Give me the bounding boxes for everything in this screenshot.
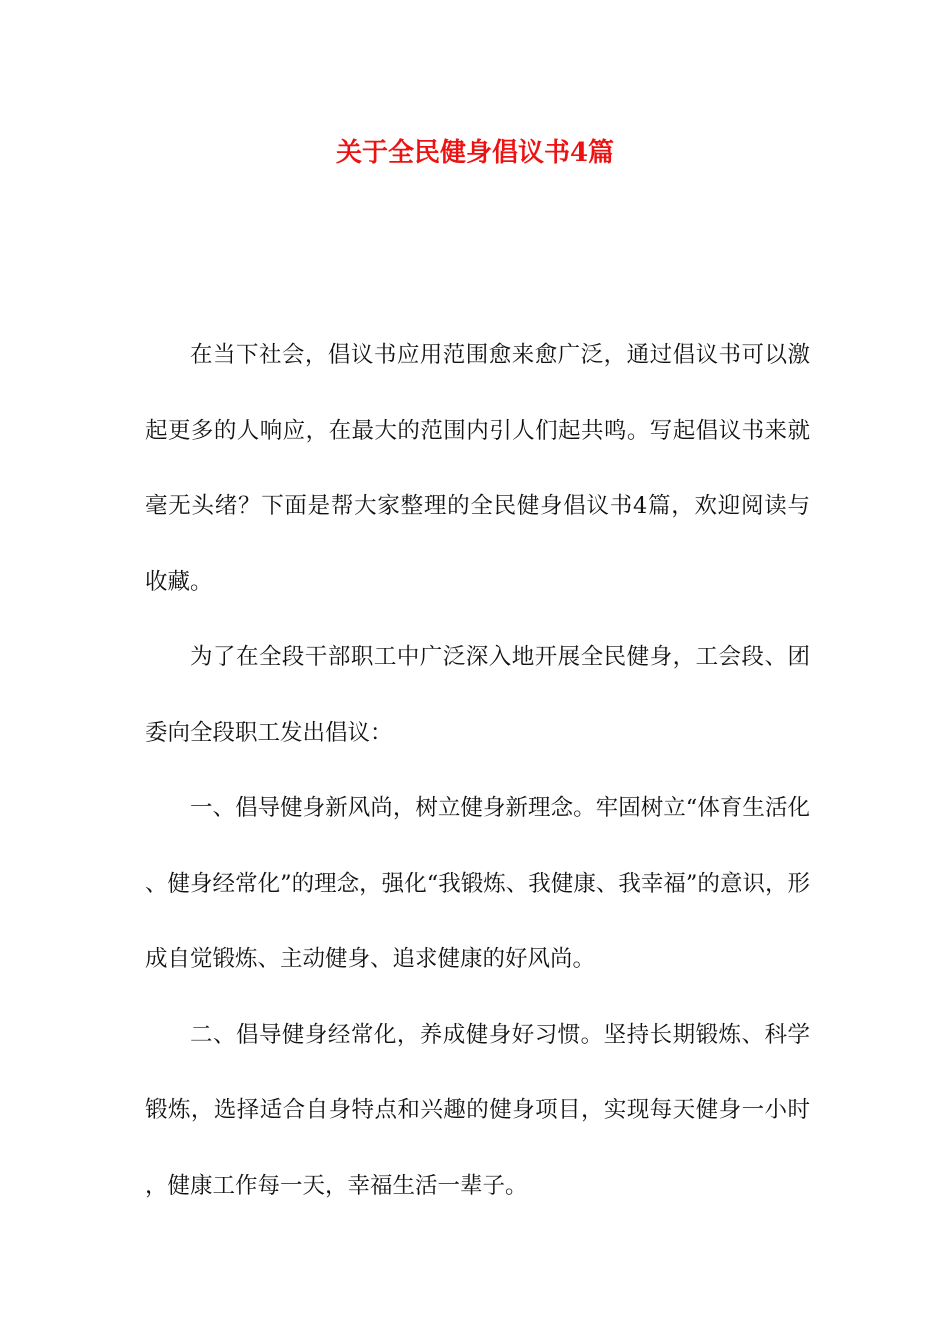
paragraph-intro: 在当下社会，倡议书应用范围愈来愈广泛，通过倡议书可以激起更多的人响应，在最大的范围内引人们起共鸣。写起倡议书来就毫无头绪？下面是帮大家整理的全民健身倡议书4篇，欢迎阅读与收藏。 — [145, 342, 810, 595]
paragraph-item-two: 二、倡导健身经常化，养成健身好习惯。坚持长期锻炼、科学锻炼，选择适合自身特点和兴趣的健身项目，实现每天健身一小时，健康工作每一天，幸福生活一辈子。 — [145, 1021, 810, 1199]
paragraph-proposal: 为了在全段干部职工中广泛深入地开展全民健身，工会段、团委向全段职工发出倡议： — [145, 644, 810, 746]
document-title: 关于全民健身倡议书4篇 — [335, 138, 615, 168]
paragraph-item-one: 一、倡导健身新风尚，树立健身新理念。牢固树立“体育生活化、健身经常化”的理念，强化“我锻炼、我健康、我幸福”的意识，形成自觉锻炼、主动健身、追求健康的好风尚。 — [145, 795, 810, 972]
document-body — [145, 318, 810, 1224]
